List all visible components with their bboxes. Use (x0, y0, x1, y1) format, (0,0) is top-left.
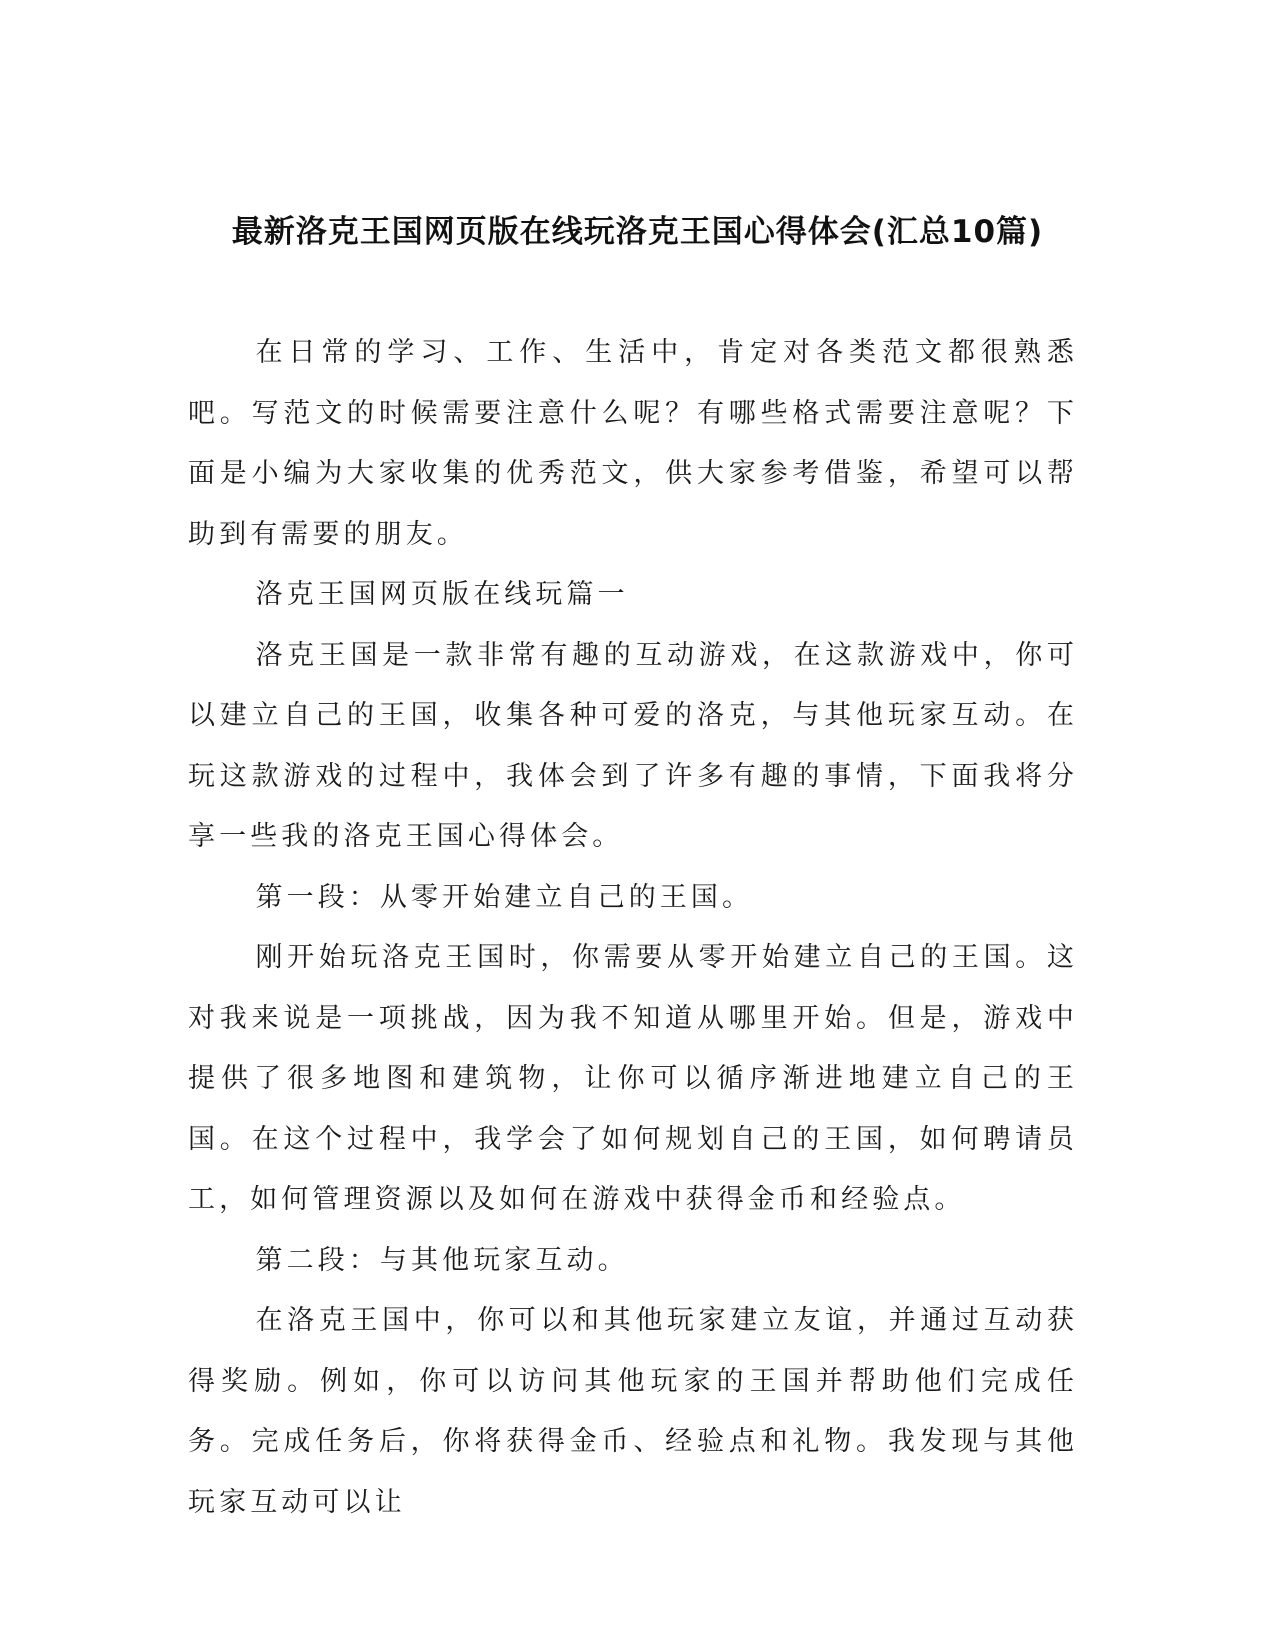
body-paragraph: 洛克王国是一款非常有趣的互动游戏，在这款游戏中，你可以建立自己的王国，收集各种可爱的洛克，与其他玩家互动。在玩这款游戏的过程中，我体会到了许多有趣的事情，下面我将分享一些我的洛克王国心得体会。 (188, 639, 1078, 852)
subsection-heading: 第一段：从零开始建立自己的王国。 (255, 881, 754, 913)
intro-paragraph: 在日常的学习、工作、生活中，肯定对各类范文都很熟悉吧。写范文的时候需要注意什么呢？有哪些格式需要注意呢？下面是小编为大家收集的优秀范文，供大家参考借鉴，希望可以帮助到有需要的朋友。 (188, 337, 1078, 550)
document-body (188, 323, 1078, 1533)
body-paragraph: 在洛克王国中，你可以和其他玩家建立友谊，并通过互动获得奖励。例如，你可以访问其他玩家的王国并帮助他们完成任务。完成任务后，你将获得金币、经验点和礼物。我发现与其他玩家互动可以让 (188, 1305, 1078, 1518)
subsection-heading: 第二段：与其他玩家互动。 (255, 1244, 629, 1276)
section-heading: 洛克王国网页版在线玩篇一 (255, 579, 629, 610)
body-paragraph: 刚开始玩洛克王国时，你需要从零开始建立自己的王国。这对我来说是一项挑战，因为我不知道从哪里开始。但是，游戏中提供了很多地图和建筑物，让你可以循序渐进地建立自己的王国。在这个过程中，我学会了如何规划自己的王国，如何聘请员工，如何管理资源以及如何在游戏中获得金币和经验点。 (188, 942, 1078, 1215)
document-title: 最新洛克王国网页版在线玩洛克王国心得体会(汇总10篇) (231, 214, 1044, 250)
